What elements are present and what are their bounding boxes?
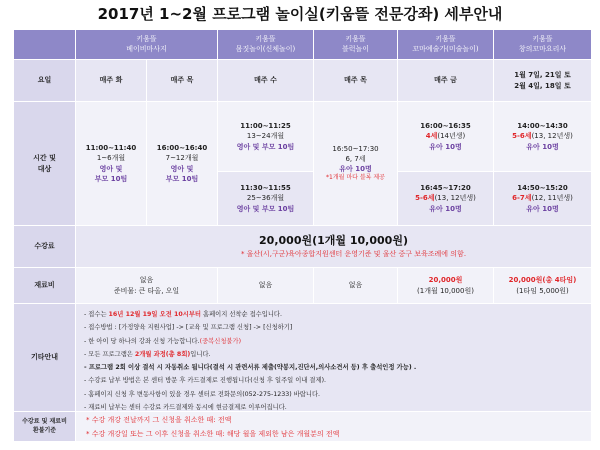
session-art-1: 16:00~16:35 4세(14년생) 유아 10명 (398, 102, 494, 172)
note-item: - 한 아이 당 하나의 강좌 신청 가능합니다.(중복신청불가) (84, 335, 241, 348)
session-movement-1: 11:00~11:25 13~24개월 영아 및 부모 10팀 (218, 102, 314, 172)
note-item: - 모든 프로그램은 2개월 과정(총 8회)입니다. (84, 348, 211, 361)
fee-info: 20,000원(1개월 10,000원) * 울산(시,구군)육아종합지원센터 운영기준 및 울산 중구 보육조례에 의함. (76, 226, 592, 268)
label-fee: 수강료 (14, 226, 76, 268)
material-massage: 없음 준비물: 큰 타올, 오일 (76, 268, 218, 304)
note-item: - 접수방법 : [가정양육 지원사업] -> [교육 및 프로그램 신청] -> [신청하기] (84, 321, 292, 334)
day-massage-thu: 매주 목 (147, 60, 218, 102)
session-block: 16:50~17:30 6, 7세 유아 10명 *1개월 마다 블록 제공 (314, 102, 398, 226)
header-block-play: 키움뜰 블럭놀이 (314, 30, 398, 60)
header-movement-play: 키움뜰 몸짓놀이(신체놀이) (218, 30, 314, 60)
page-title: 2017년 1~2월 프로그램 놀이실(키움뜰 전문강좌) 세부안내 (97, 5, 503, 23)
material-art: 20,000원 (1개월 10,000원) (398, 268, 494, 304)
day-movement: 매주 수 (218, 60, 314, 102)
other-notes (76, 304, 592, 412)
refund-item: * 수강 개강 전날까지 그 신청을 취소한 때: 전액 (86, 413, 231, 427)
refund-policy (76, 412, 592, 442)
session-massage-b: 16:00~16:40 7~12개월 영아 및 부모 10팀 (147, 102, 218, 226)
note-item: - 접수는 16년 12월 19일 오전 10시부터 홈페이지 선착순 접수입니다. (84, 308, 282, 321)
note-item: - 프로그램 2회 이상 결석 시 자동취소 됩니다(결석 시 관련서류 제출(약봉지,진단서,의사소견서 등) 후 출석인정 가능) . (84, 361, 416, 374)
material-cook: 20,000원(총 4타임) (1타임 5,000원) (494, 268, 592, 304)
label-material: 재료비 (14, 268, 76, 304)
session-movement-2: 11:30~11:55 25~36개월 영아 및 부모 10팀 (218, 172, 314, 226)
day-block: 매주 목 (314, 60, 398, 102)
session-massage-a: 11:00~11:40 1~6개월 영아 및 부모 10팀 (76, 102, 147, 226)
header-baby-massage: 키움뜰 베이비마사지 (76, 30, 218, 60)
refund-item: * 수강 개강일 또는 그 이후 신청을 취소한 때: 해당 월을 제외한 남은 개월분의 전액 (86, 427, 339, 441)
label-other: 기타안내 (14, 304, 76, 412)
note-item: - 홈페이지 신청 후 변동사항이 있을 경우 센터로 전화문의(052-275-1233) 바랍니다. (84, 388, 320, 401)
session-cook-2: 14:50~15:20 6-7세(12, 11년생) 유아 10명 (494, 172, 592, 226)
label-day: 요일 (14, 60, 76, 102)
header-little-artist: 키움뜰 꼬마예술가(미술놀이) (398, 30, 494, 60)
day-cook: 1월 7일, 21일 토 2월 4일, 18일 토 (494, 60, 592, 102)
session-art-2: 16:45~17:20 5-6세(13, 12년생) 유아 10명 (398, 172, 494, 226)
material-block: 없음 (314, 268, 398, 304)
day-massage-tue: 매주 화 (76, 60, 147, 102)
day-art: 매주 금 (398, 60, 494, 102)
label-time-target: 시간 및 대상 (14, 102, 76, 226)
note-item: - 수강료 납부 방법은 본 센터 방문 후 카드결제로 진행됩니다(신청 후 일주일 이내 결제). (84, 374, 326, 387)
header-little-chef: 키움뜰 창의꼬마요리사 (494, 30, 592, 60)
header-corner (14, 30, 76, 60)
note-item: - 재료비 납부는 센터 수강료 카드결제와 동시에 현금결제로 이루어집니다. (84, 401, 287, 412)
material-movement: 없음 (218, 268, 314, 304)
label-refund: 수강료 및 재료비 환불기준 (14, 412, 76, 442)
program-table (14, 30, 592, 442)
session-cook-1: 14:00~14:30 5-6세(13, 12년생) 유아 10명 (494, 102, 592, 172)
